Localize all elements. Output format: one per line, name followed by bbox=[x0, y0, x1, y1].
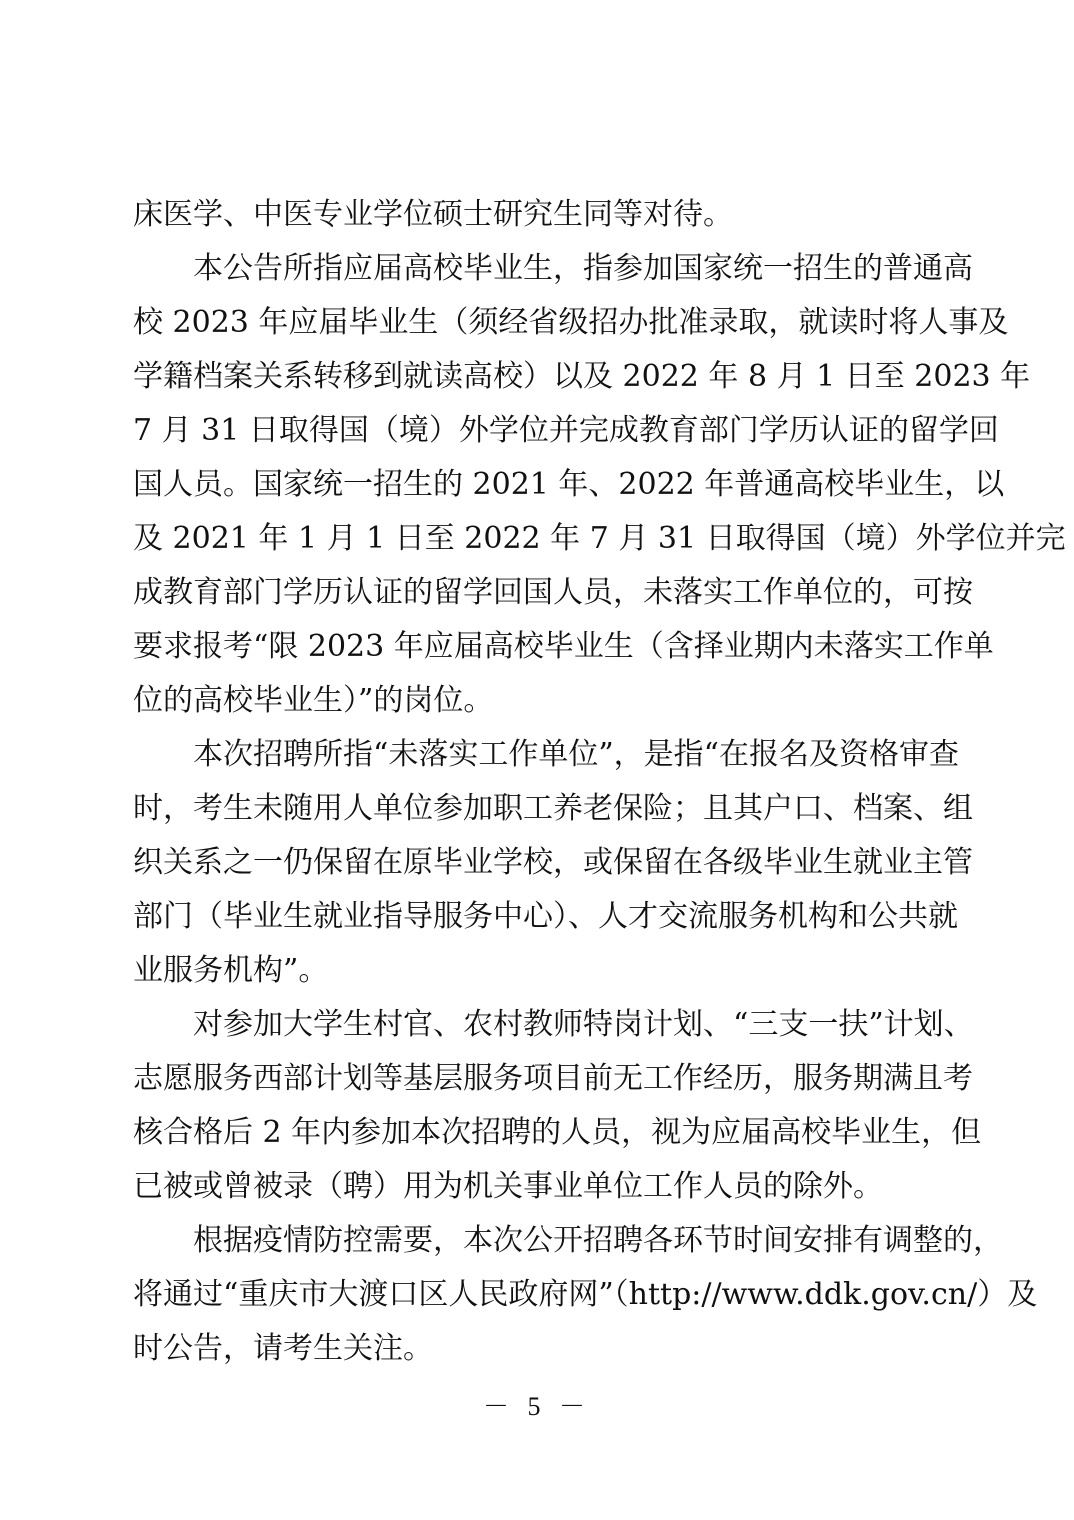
text-line: 部门（毕业生就业指导服务中心）、人才交流服务机构和公共就 bbox=[133, 899, 958, 934]
text-line: 已被或曾被录（聘）用为机关事业单位工作人员的除外。 bbox=[133, 1169, 883, 1204]
page-number: － 5 － bbox=[482, 1392, 591, 1421]
text-line: 本次招聘所指“未落实工作单位”，是指“在报名及资格审查 bbox=[193, 737, 960, 772]
text-line: 时，考生未随用人单位参加职工养老保险；且其户口、档案、组 bbox=[133, 791, 973, 826]
text-line: 成教育部门学历认证的留学回国人员，未落实工作单位的，可按 bbox=[133, 575, 973, 610]
text-line: 将通过“重庆市大渡口区人民政府网”（http://www.ddk.gov.cn/）及 bbox=[133, 1277, 1038, 1312]
text-line: 及 2021 年 1 月 1 日至 2022 年 7 月 31 日取得国（境）外学位并完 bbox=[133, 521, 1066, 556]
text-line: 核合格后 2 年内参加本次招聘的人员，视为应届高校毕业生，但 bbox=[133, 1115, 982, 1150]
text-line: 根据疫情防控需要，本次公开招聘各环节时间安排有调整的， bbox=[193, 1223, 1003, 1258]
text-line: 位的高校毕业生）”的岗位。 bbox=[133, 683, 494, 718]
text-line: 业服务机构”。 bbox=[133, 953, 329, 988]
text-line: 校 2023 年应届毕业生（须经省级招办批准录取，就读时将人事及 bbox=[133, 305, 1009, 340]
text-line: 织关系之一仍保留在原毕业学校，或保留在各级毕业生就业主管 bbox=[133, 845, 973, 880]
text-line: 床医学、中医专业学位硕士研究生同等对待。 bbox=[133, 197, 733, 232]
text-line: 时公告，请考生关注。 bbox=[133, 1331, 433, 1366]
text-line: 要求报考“限 2023 年应届高校毕业生（含择业期内未落实工作单 bbox=[133, 629, 994, 664]
text-line: 志愿服务西部计划等基层服务项目前无工作经历，服务期满且考 bbox=[133, 1061, 973, 1096]
document-body bbox=[133, 188, 1066, 1376]
text-line: 对参加大学生村官、农村教师特岗计划、“三支一扶”计划、 bbox=[193, 1007, 974, 1042]
text-line: 7 月 31 日取得国（境）外学位并完成教育部门学历认证的留学回 bbox=[133, 413, 999, 448]
text-line: 国人员。国家统一招生的 2021 年、2022 年普通高校毕业生，以 bbox=[133, 467, 1005, 502]
text-line: 本公告所指应届高校毕业生，指参加国家统一招生的普通高 bbox=[193, 251, 973, 286]
text-line: 学籍档案关系转移到就读高校）以及 2022 年 8 月 1 日至 2023 年 bbox=[133, 359, 1031, 394]
